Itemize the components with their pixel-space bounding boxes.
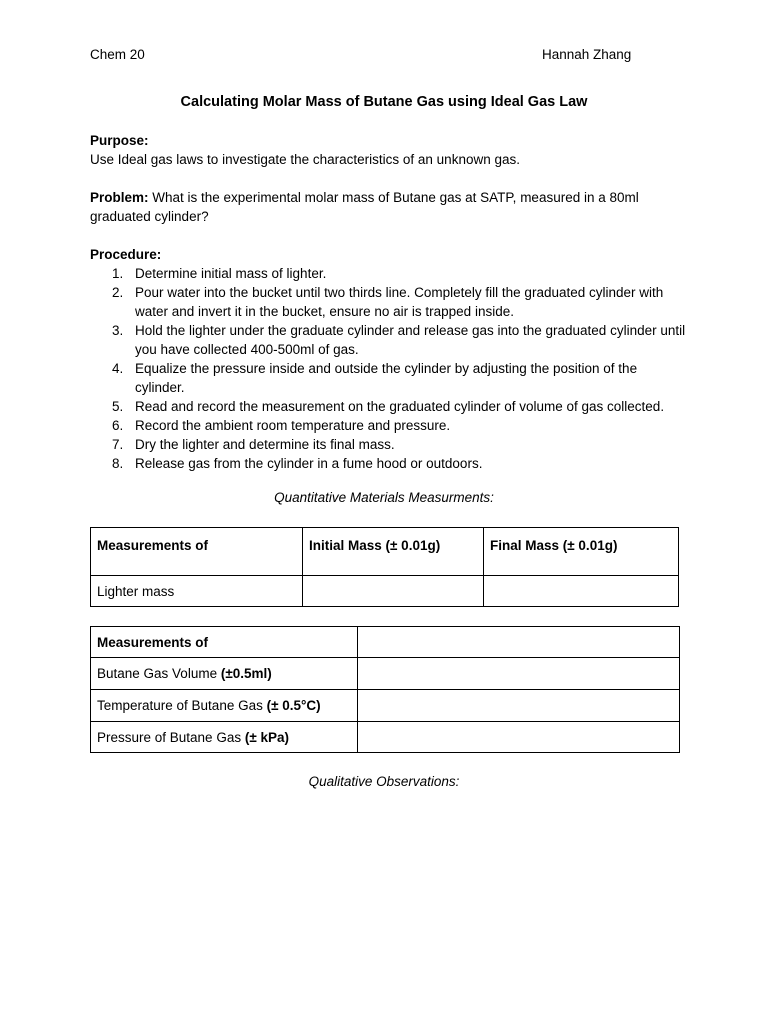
problem-label: Problem:	[90, 190, 149, 205]
table-header-cell: Measurements of	[97, 538, 209, 553]
quantitative-heading: Quantitative Materials Measurments:	[274, 490, 494, 505]
procedure-step: 1. Determine initial mass of lighter.	[112, 266, 327, 281]
row-unit: (± 0.5°C)	[266, 698, 321, 713]
row-label: Pressure of Butane Gas	[97, 729, 245, 745]
procedure-step: 6. Record the ambient room temperature and pressure.	[112, 418, 451, 433]
procedure-label: Procedure:	[90, 247, 162, 262]
table-header-row	[91, 528, 679, 576]
table-header-cell: Final Mass (± 0.01g)	[490, 538, 618, 553]
table-row	[91, 576, 679, 607]
row-unit: (± kPa)	[244, 729, 289, 745]
mass-table	[90, 527, 679, 607]
table-cell	[358, 690, 680, 722]
table-row	[91, 722, 680, 753]
table-cell	[358, 722, 680, 753]
procedure-step: 3. Hold the lighter under the graduate cylinder and release gas into the graduated cylinder until you have collected 400-500ml of gas.	[112, 323, 686, 357]
problem-text: What is the experimental molar mass of Butane gas at SATP, measured in a 80ml graduated cylinder?	[90, 190, 639, 224]
table-row	[91, 658, 680, 690]
procedure-step: 8. Release gas from the cylinder in a fume hood or outdoors.	[112, 456, 483, 471]
measurements-table	[90, 626, 680, 753]
procedure-section	[90, 245, 690, 473]
procedure-step: 7. Dry the lighter and determine its final mass.	[112, 437, 395, 452]
table-cell	[358, 627, 680, 658]
table-header-cell: Initial Mass (± 0.01g)	[309, 538, 441, 553]
procedure-step: 5. Read and record the measurement on the graduated cylinder of volume of gas collected.	[112, 399, 665, 414]
row-label: Butane Gas Volume	[97, 666, 221, 681]
table-row	[91, 690, 680, 722]
procedure-step: 4. Equalize the pressure inside and outside the cylinder by adjusting the position of the cylinder.	[112, 361, 638, 395]
author-name: Hannah Zhang	[542, 47, 632, 62]
purpose-text: Use Ideal gas laws to investigate the characteristics of an unknown gas.	[90, 152, 520, 167]
row-label: Temperature of Butane Gas	[97, 698, 267, 713]
table-cell	[303, 576, 484, 607]
course-name: Chem 20	[90, 47, 145, 62]
table-header-row	[91, 627, 680, 658]
document-title: Calculating Molar Mass of Butane Gas using Ideal Gas Law	[180, 94, 588, 110]
purpose-section	[90, 131, 690, 169]
table-cell: Lighter mass	[91, 576, 303, 607]
table-header-cell: Measurements of	[97, 634, 209, 650]
problem-section	[90, 188, 670, 226]
purpose-label: Purpose:	[90, 133, 149, 148]
qualitative-heading: Qualitative Observations:	[308, 774, 460, 789]
row-unit: (±0.5ml)	[220, 666, 272, 681]
table-cell	[484, 576, 679, 607]
table-cell	[358, 658, 680, 690]
procedure-step: 2. Pour water into the bucket until two thirds line. Completely fill the graduated cylinder with water and invert it in the bucket, ensure no air is trapped inside.	[112, 285, 664, 319]
procedure-list	[90, 264, 690, 473]
